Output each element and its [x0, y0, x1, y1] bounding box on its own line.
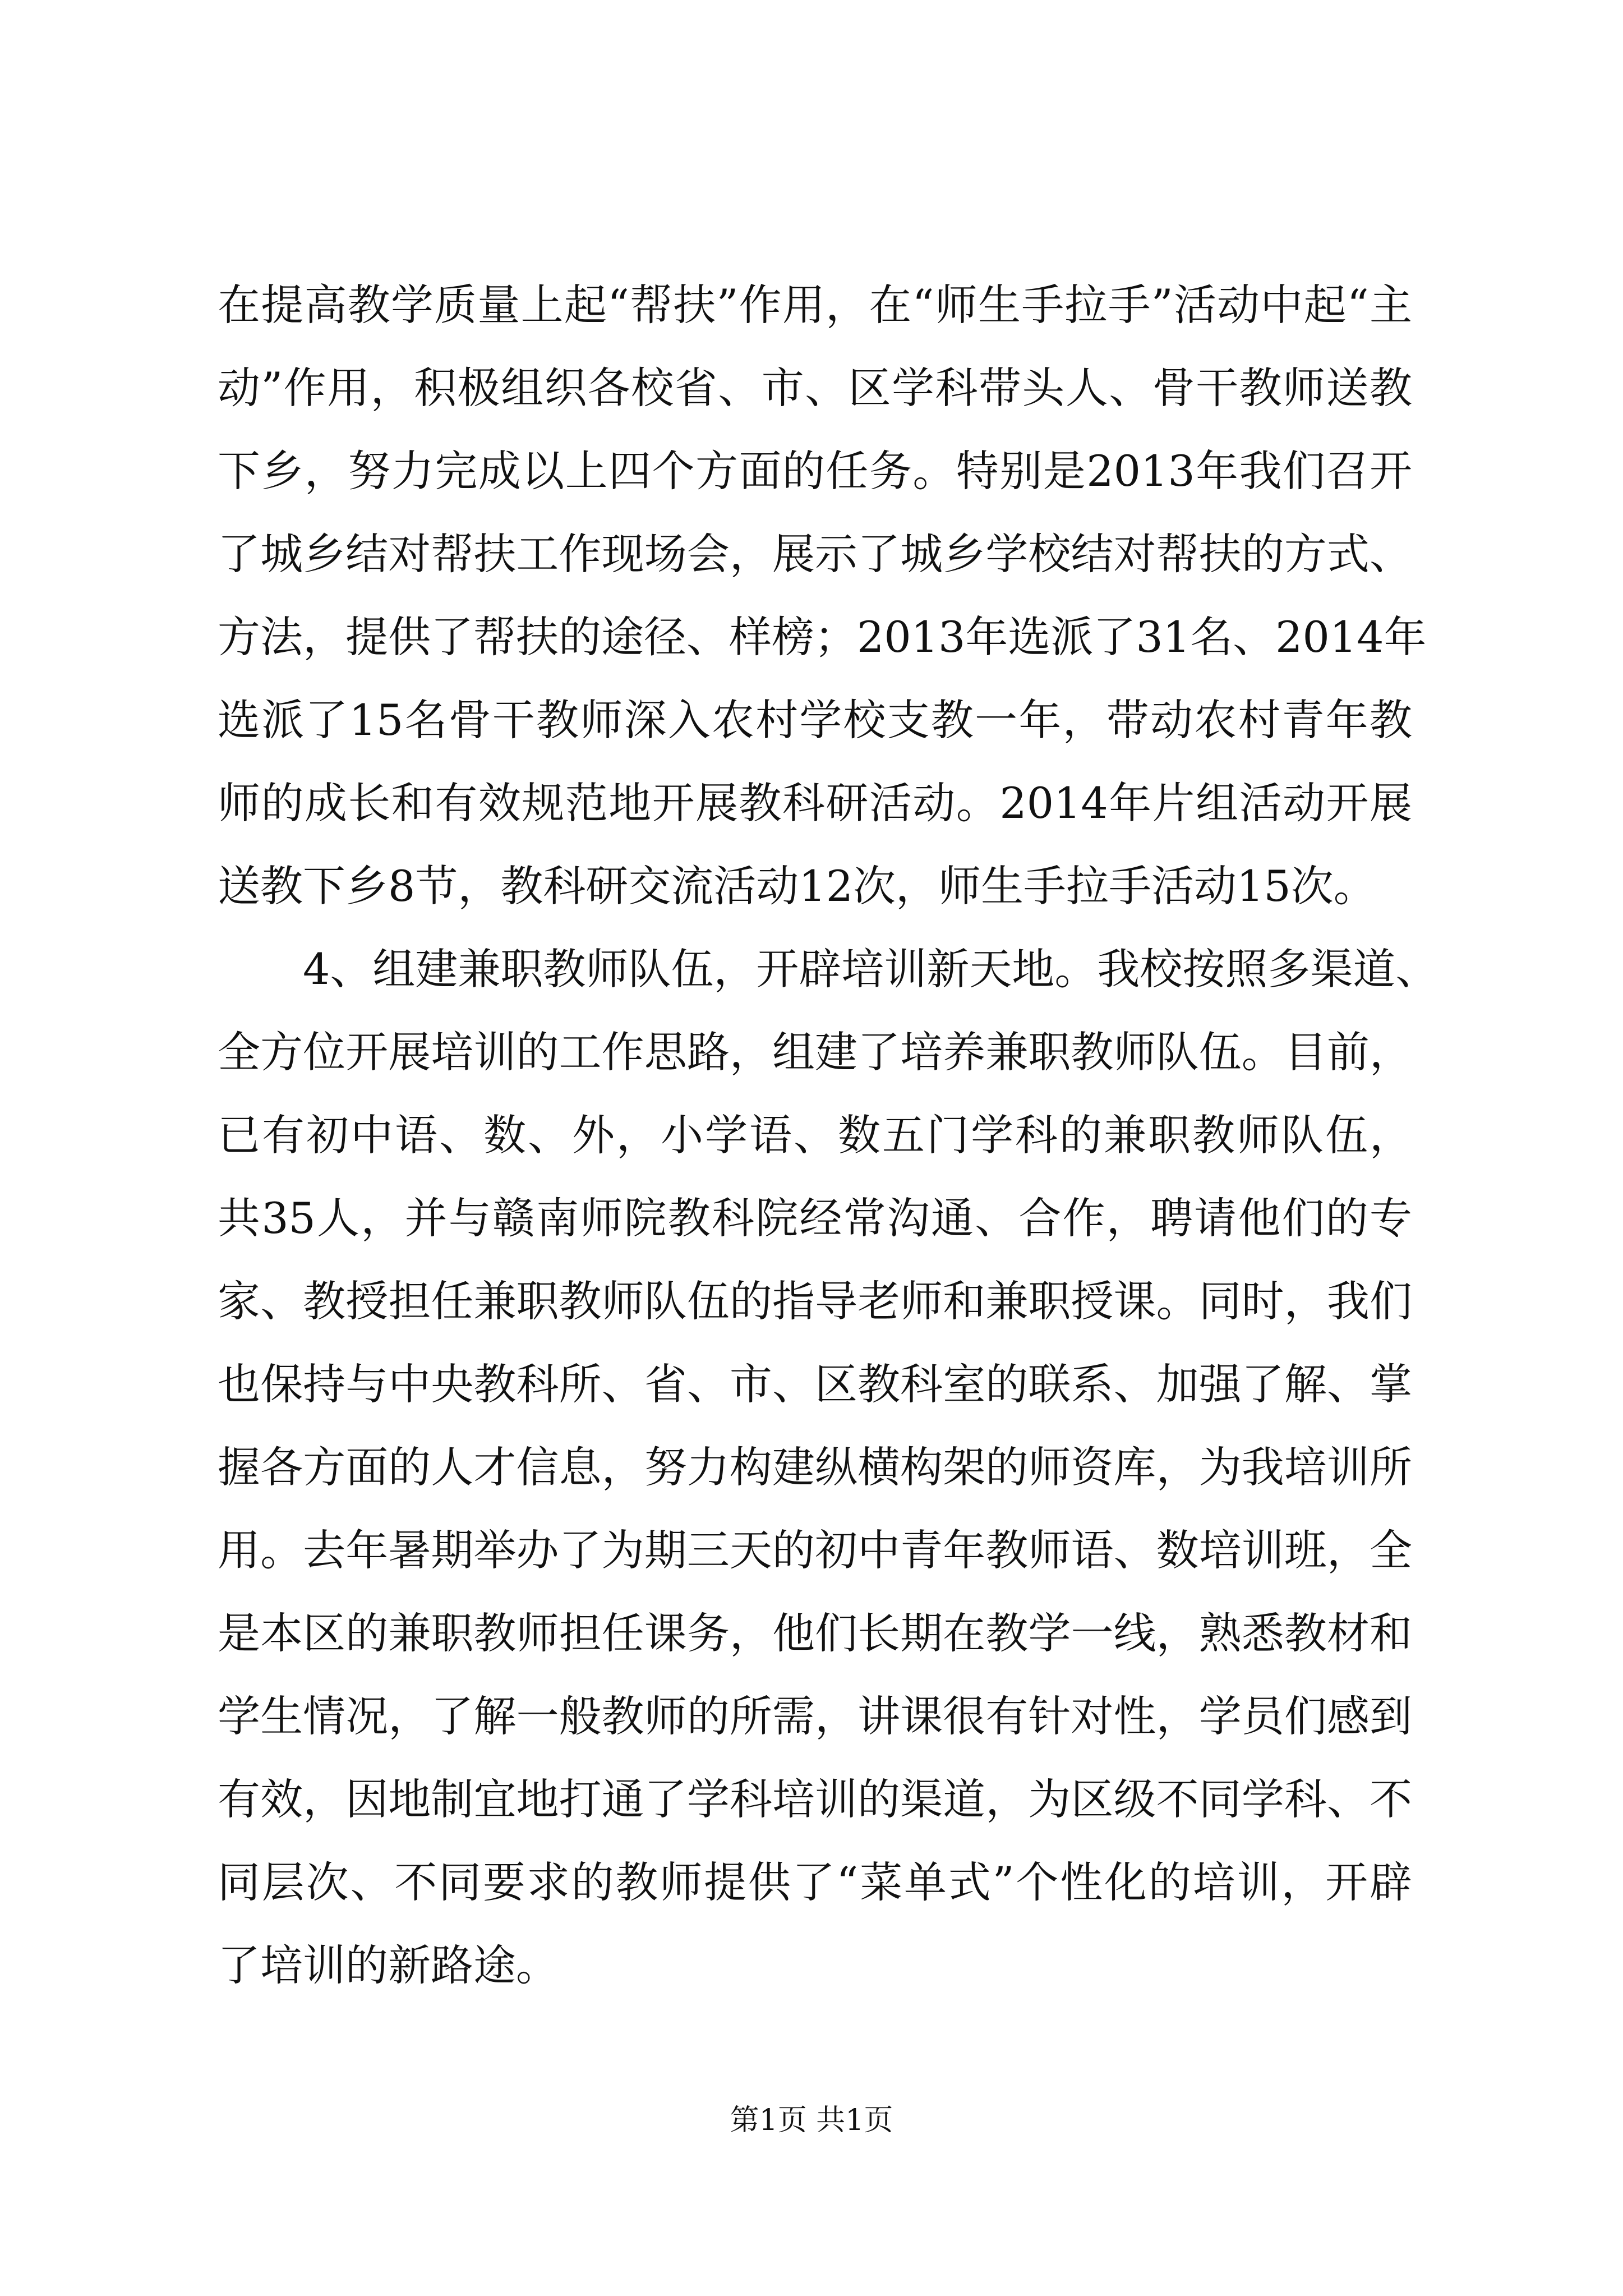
text-line: 共35人，并与赣南师院教科院经常沟通、合作，聘请他们的专: [218, 1193, 1412, 1243]
text-line: 也保持与中央教科所、省、市、区教科室的联系、加强了解、掌: [218, 1359, 1412, 1409]
text-line: 动”作用，积极组织各校省、市、区学科带头人、骨干教师送教: [218, 363, 1412, 413]
page-number: 第1页 共1页: [730, 2104, 893, 2137]
text-line: 师的成长和有效规范地开展教科研活动。2014年片组活动开展: [218, 778, 1412, 828]
text-line: 已有初中语、数、外，小学语、数五门学科的兼职教师队伍，: [218, 1110, 1412, 1160]
text-line: 全方位开展培训的工作思路，组建了培养兼职教师队伍。目前，: [218, 1027, 1412, 1077]
body-text: [218, 264, 1438, 2007]
text-line: 同层次、不同要求的教师提供了“菜单式”个性化的培训，开辟: [218, 1857, 1412, 1907]
text-line: 学生情况，了解一般教师的所需，讲课很有针对性，学员们感到: [218, 1691, 1412, 1741]
text-line: 送教下乡8节，教科研交流活动12次，师生手拉手活动15次。: [218, 861, 1376, 911]
text-line: 是本区的兼职教师担任课务，他们长期在教学一线，熟悉教材和: [218, 1608, 1412, 1658]
text-line: 下乡，努力完成以上四个方面的任务。特别是2013年我们召开: [218, 446, 1412, 496]
text-line: 选派了15名骨干教师深入农村学校支教一年，带动农村青年教: [218, 695, 1412, 745]
text-line: 了城乡结对帮扶工作现场会，展示了城乡学校结对帮扶的方式、: [218, 529, 1412, 579]
text-line: 家、教授担任兼职教师队伍的指导老师和兼职授课。同时，我们: [218, 1276, 1412, 1326]
text-line: 了培训的新路途。: [218, 1940, 559, 1990]
text-line: 握各方面的人才信息，努力构建纵横构架的师资库，为我培训所: [218, 1442, 1412, 1492]
text-line: 有效，因地制宜地打通了学科培训的渠道，为区级不同学科、不: [218, 1774, 1412, 1824]
text-line: 用。去年暑期举办了为期三天的初中青年教师语、数培训班，全: [218, 1525, 1412, 1575]
text-line: 在提高教学质量上起“帮扶”作用，在“师生手拉手”活动中起“主: [218, 280, 1412, 330]
text-line: 方法，提供了帮扶的途径、样榜；2013年选派了31名、2014年: [218, 612, 1427, 662]
paragraph-start-line: 4、组建兼职教师队伍，开辟培训新天地。我校按照多渠道、: [303, 944, 1438, 994]
page-footer: [0, 2098, 1623, 2143]
